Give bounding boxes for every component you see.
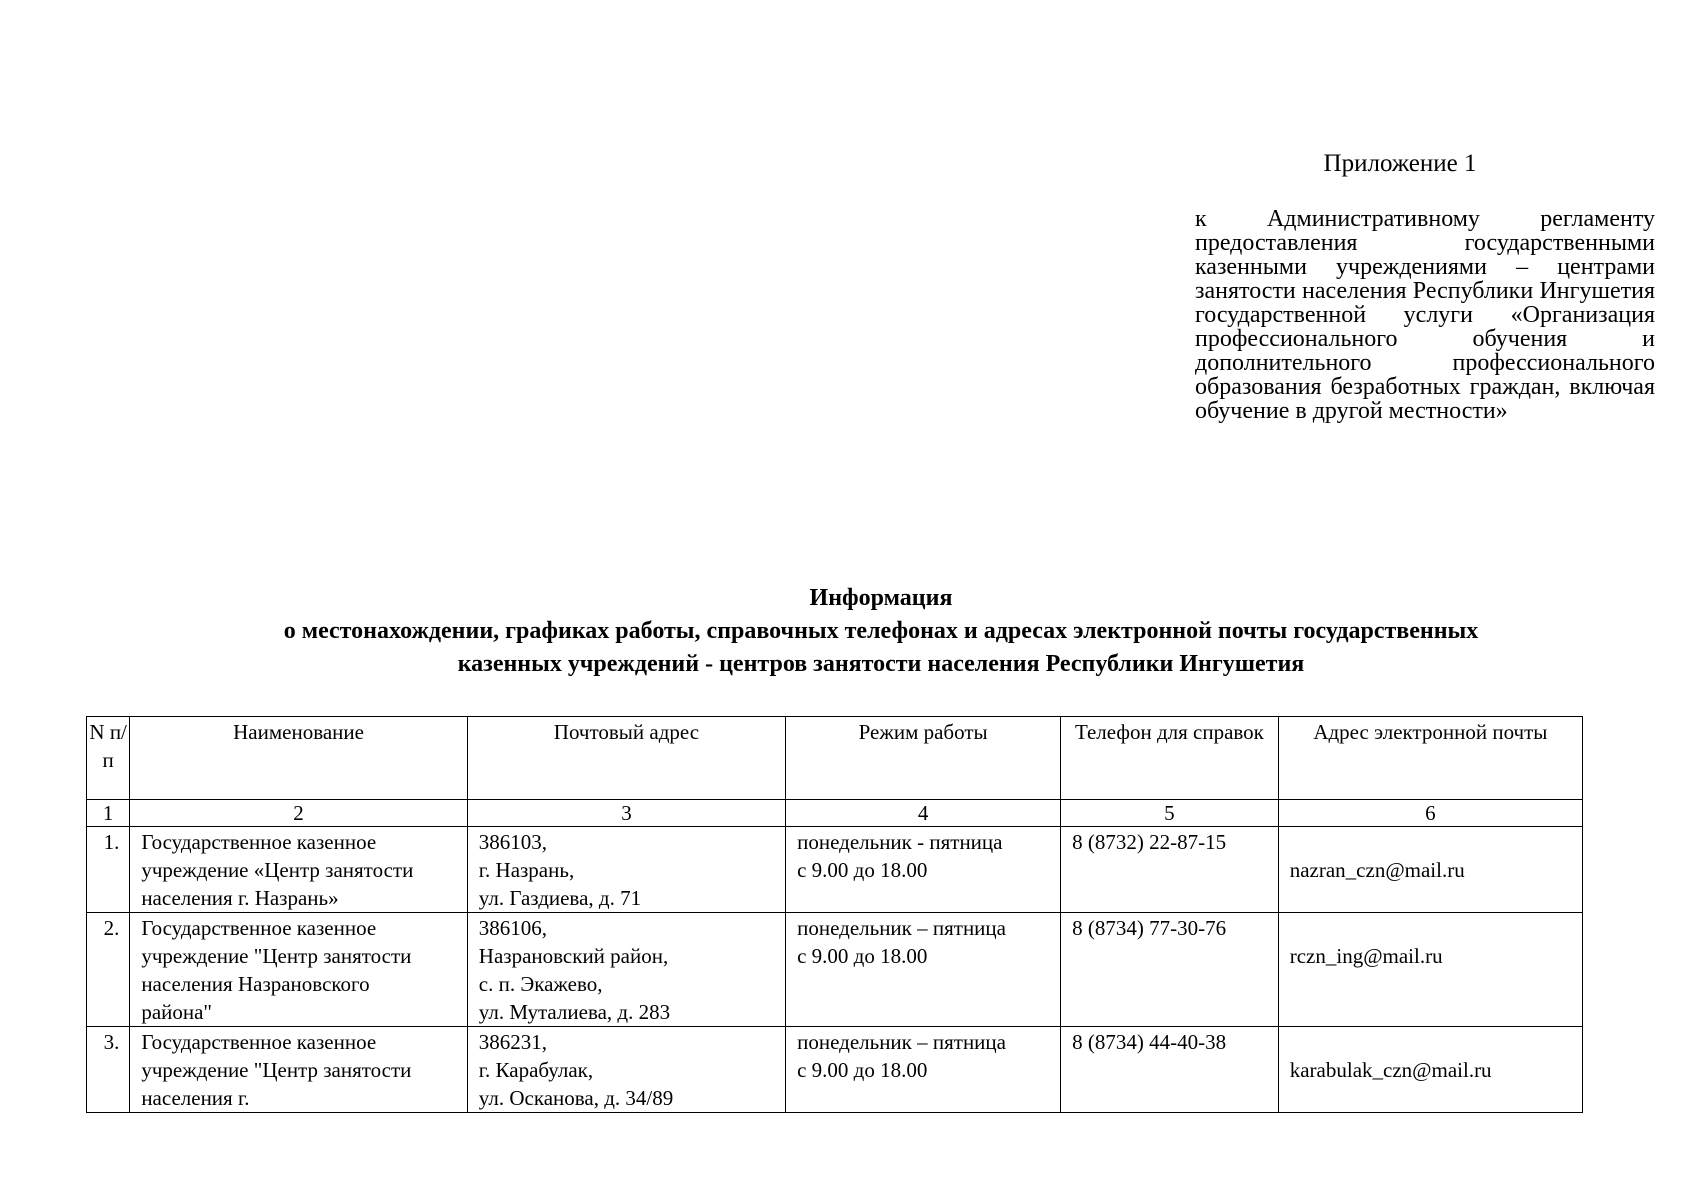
institution-name-line: района" — [141, 1000, 213, 1024]
institution-name-line: населения г. Назрань» — [141, 886, 339, 910]
working-hours-line: с 9.00 до 18.00 — [797, 858, 928, 882]
postal-address-line: 386106, — [478, 916, 548, 940]
column-number: 2 — [130, 800, 467, 827]
column-number: 3 — [467, 800, 785, 827]
postal-address-line: с. п. Экажево, — [478, 972, 603, 996]
header-address: Почтовый адрес — [467, 717, 785, 800]
working-hours-line: понедельник – пятница — [797, 916, 1006, 940]
postal-address-line: 386231, — [478, 1030, 548, 1054]
annex-text: к Административному регламенту предоставления государственными казенными учреждениями – центрами занятости населения Республики Ингушетия государственной услуги «Организация профессионального обучения и дополнительного профессионального образования безработных граждан, включая обучение в другой местности» — [1195, 206, 1655, 424]
working-hours-line: с 9.00 до 18.00 — [797, 1058, 928, 1082]
postal-address — [467, 913, 785, 1027]
institution-name-line: учреждение «Центр занятости — [141, 858, 414, 882]
phone-number: 8 (8734) 44-40-38 — [1061, 1027, 1279, 1113]
column-number: 6 — [1278, 800, 1582, 827]
institution-name — [130, 1027, 467, 1113]
column-number: 1 — [87, 800, 130, 827]
postal-address — [467, 827, 785, 913]
working-hours-line: понедельник - пятница — [797, 830, 1003, 854]
header-phone: Телефон для справок — [1061, 717, 1279, 800]
institution-name-line: Государственное казенное — [141, 830, 377, 854]
column-number: 5 — [1061, 800, 1279, 827]
working-hours-line: с 9.00 до 18.00 — [797, 944, 928, 968]
row-number: 3. — [87, 1027, 130, 1113]
institution-name-line: Государственное казенное — [141, 1030, 377, 1054]
header-number: N п/ п — [87, 717, 130, 800]
phone-number: 8 (8732) 22-87-15 — [1061, 827, 1279, 913]
column-number: 4 — [786, 800, 1061, 827]
row-number: 1. — [87, 827, 130, 913]
working-hours — [786, 913, 1061, 1027]
postal-address-line: г. Назрань, — [478, 858, 575, 882]
postal-address-line: Назрановский район, — [478, 944, 669, 968]
postal-address — [467, 1027, 785, 1113]
header-email: Адрес электронной почты — [1278, 717, 1582, 800]
phone-number: 8 (8734) 77-30-76 — [1061, 913, 1279, 1027]
table-row — [87, 827, 1583, 913]
heading-subtitle-line-1: о местонахождении, графиках работы, справочных телефонах и адресах электронной почты государственных — [283, 618, 1479, 644]
czn-info-table — [86, 716, 1583, 1113]
postal-address-line: ул. Газдиева, д. 71 — [478, 886, 642, 910]
institution-name-line: Государственное казенное — [141, 916, 377, 940]
heading-subtitle-line-2: казенных учреждений - центров занятости населения Республики Ингушетия — [457, 651, 1305, 677]
postal-address-line: ул. Муталиева, д. 283 — [478, 1000, 671, 1024]
email-address: nazran_czn@mail.ru — [1278, 827, 1582, 913]
institution-name-line: учреждение "Центр занятости — [141, 944, 412, 968]
working-hours — [786, 827, 1061, 913]
institution-name-line: населения г. — [141, 1086, 250, 1110]
table-row — [87, 913, 1583, 1027]
institution-name-line: населения Назрановского — [141, 972, 370, 996]
header-hours: Режим работы — [786, 717, 1061, 800]
email-address: rczn_ing@mail.ru — [1278, 913, 1582, 1027]
institution-name — [130, 827, 467, 913]
table-header-row — [87, 717, 1583, 800]
row-number: 2. — [87, 913, 130, 1027]
postal-address-line: г. Карабулак, — [478, 1058, 594, 1082]
working-hours-line: понедельник – пятница — [797, 1030, 1006, 1054]
table-row — [87, 1027, 1583, 1113]
postal-address-line: ул. Осканова, д. 34/89 — [478, 1086, 674, 1110]
document-heading — [0, 582, 1697, 681]
institution-name-line: учреждение "Центр занятости — [141, 1058, 412, 1082]
column-number-row — [87, 800, 1583, 827]
annex-title: Приложение 1 — [1323, 150, 1477, 177]
header-name: Наименование — [130, 717, 467, 800]
institution-name — [130, 913, 467, 1027]
heading-title: Информация — [809, 585, 953, 611]
postal-address-line: 386103, — [478, 830, 548, 854]
working-hours — [786, 1027, 1061, 1113]
email-address: karabulak_czn@mail.ru — [1278, 1027, 1582, 1113]
